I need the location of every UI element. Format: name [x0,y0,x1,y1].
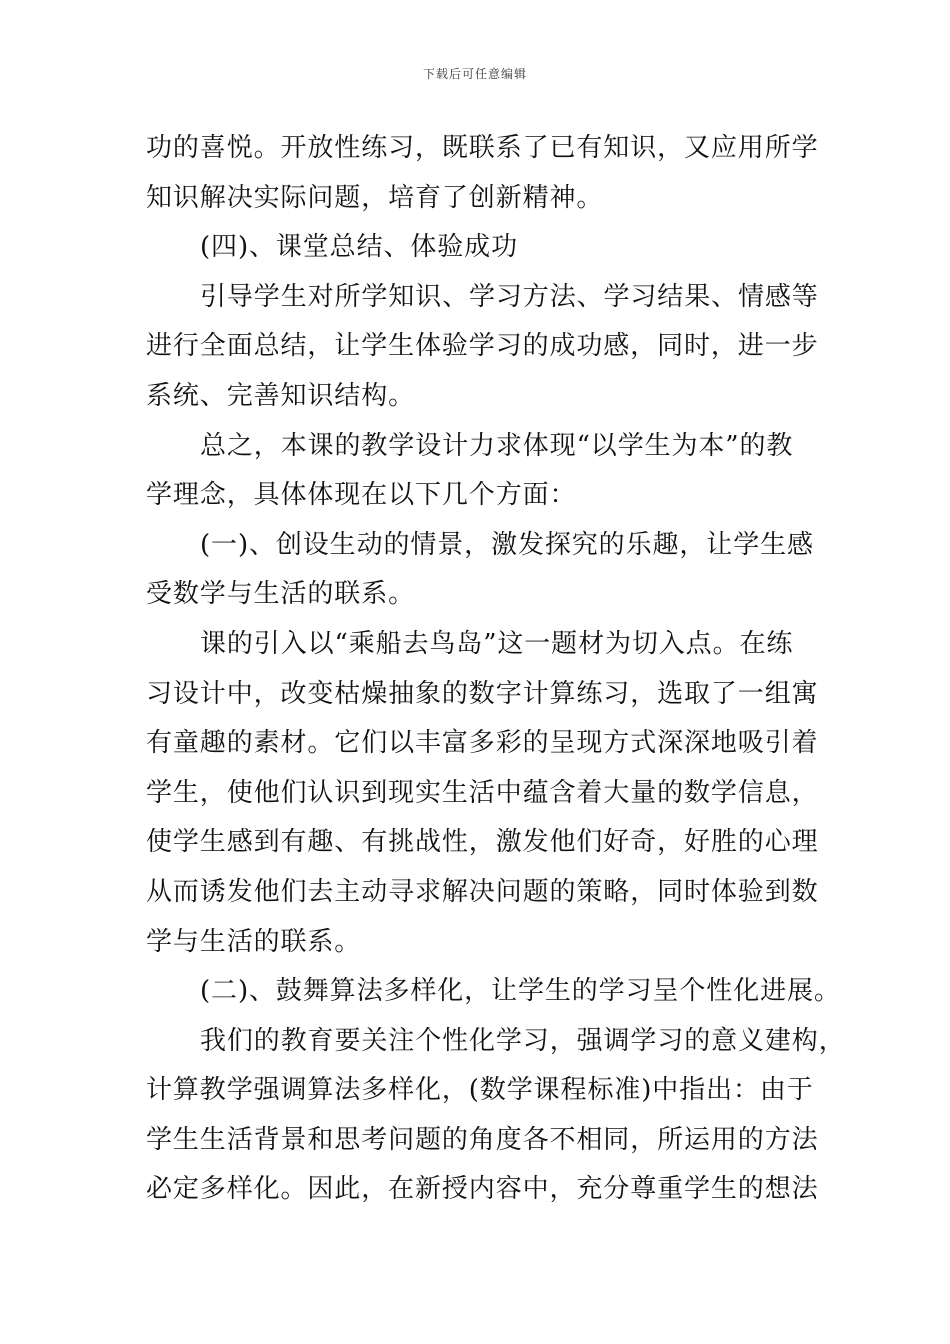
section-heading: (二)、鼓舞算法多样化，让学生的学习呈个性化进展。 [200,976,841,1007]
text-line: 学生，使他们认识到现实生活中蕴含着大量的数学信息， [146,777,819,808]
text-line: 我们的教育要关注个性化学习，强调学习的意义建构， [200,1025,846,1056]
text-line: 进行全面总结，让学生体验学习的成功感，同时，进一步 [146,331,819,362]
text-line: 系统、完善知识结构。 [146,380,416,411]
text-line: 习设计中，改变枯燥抽象的数字计算练习，选取了一组寓 [146,678,819,709]
text-line: 受数学与生活的联系。 [146,579,416,610]
text-line: 引导学生对所学知识、学习方法、学习结果、情感等 [200,281,819,312]
text-line: 学理念，具体体现在以下几个方面： [146,480,577,511]
text-line: 从而诱发他们去主动寻求解决问题的策略，同时体验到数 [146,876,819,907]
text-line: 必定多样化。因此，在新授内容中，充分尊重学生的想法 [146,1174,819,1205]
text-line: 学生生活背景和思考问题的角度各不相同，所运用的方法 [146,1124,819,1155]
text-line: 总之，本课的教学设计力求体现“以学生为本”的教 [200,430,794,461]
text-line: 课的引入以“乘船去鸟岛”这一题材为切入点。在练 [200,628,794,659]
text-line: 计算教学强调算法多样化，(数学课程标准)中指出：由于 [146,1075,814,1106]
text-line: 功的喜悦。开放性练习，既联系了已有知识，又应用所学 [146,133,819,163]
section-heading: (四)、课堂总结、体验成功 [200,232,518,263]
page-header: 下载后可任意编辑 [422,67,527,81]
section-heading: (一)、创设生动的情景，激发探究的乐趣，让学生感 [200,529,814,560]
text-line: 有童趣的素材。它们以丰富多彩的呈现方式深深地吸引着 [146,728,819,759]
text-line: 使学生感到有趣、有挑战性，激发他们好奇，好胜的心理 [146,827,819,858]
text-line: 学与生活的联系。 [146,926,362,957]
text-line: 知识解决实际问题，培育了创新精神。 [146,182,604,213]
document-body [146,124,846,1215]
